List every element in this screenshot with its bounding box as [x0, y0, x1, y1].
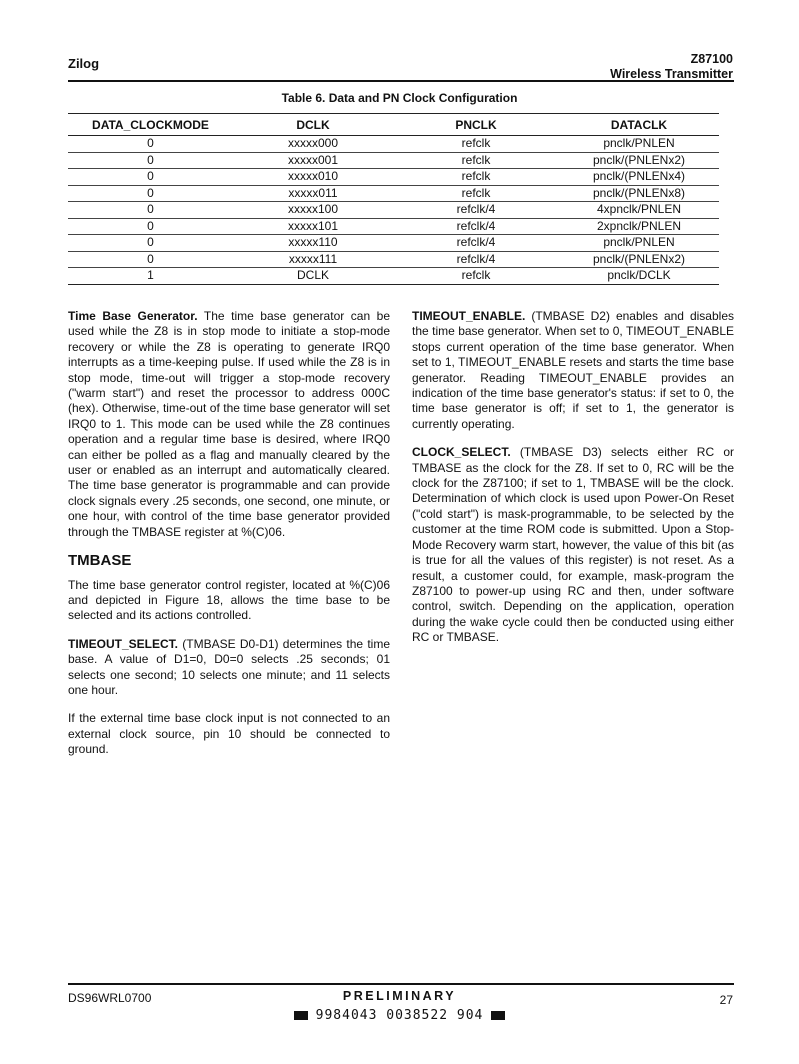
barcode-text: 9984043 0038522 904: [315, 1008, 484, 1023]
paragraph-timeout-select: [68, 637, 390, 699]
table-cell: 0: [68, 169, 233, 186]
table-row: [68, 218, 719, 235]
table-row: [68, 152, 719, 169]
paragraph-timeout-enable: [412, 309, 734, 432]
company-name: Zilog: [68, 56, 100, 71]
table-cell: 1: [68, 268, 233, 285]
table-cell: pnclk/(PNLENx2): [559, 251, 719, 268]
table-header-row: [68, 114, 719, 136]
paragraph-clock-select: [412, 445, 734, 645]
table-cell: refclk/4: [393, 235, 559, 252]
product-name: Wireless Transmitter: [610, 67, 733, 81]
preliminary-label: PRELIMINARY: [342, 989, 457, 1003]
table-cell: xxxxx011: [233, 185, 393, 202]
table-row: [68, 235, 719, 252]
table-cell: pnclk/PNLEN: [559, 235, 719, 252]
paragraph-external-clock: If the external time base clock input is not connected to an external clock source, pin 10 should be connected to ground.: [68, 711, 390, 757]
document-id: DS96WRL0700: [68, 991, 152, 1005]
barcode-block-left: [294, 1011, 308, 1020]
table-cell: refclk: [393, 268, 559, 285]
col-header-pnclk: PNCLK: [393, 114, 559, 136]
table-cell: 0: [68, 136, 233, 153]
table-row: [68, 268, 719, 285]
table-cell: refclk: [393, 152, 559, 169]
table-caption: Table 6. Data and PN Clock Configuration: [281, 91, 518, 105]
table-cell: 0: [68, 218, 233, 235]
col-header-dclk: DCLK: [233, 114, 393, 136]
table-cell: xxxxx010: [233, 169, 393, 186]
table-cell: 2xpnclk/PNLEN: [559, 218, 719, 235]
table-cell: pnclk/(PNLENx8): [559, 185, 719, 202]
run-in-heading: CLOCK_SELECT.: [412, 445, 511, 460]
table-cell: pnclk/(PNLENx4): [559, 169, 719, 186]
col-header-dataclk: DATACLK: [559, 114, 719, 136]
run-in-heading: TIMEOUT_ENABLE.: [412, 309, 526, 323]
paragraph-body: The time base generator can be used while the Z8 is in stop mode to initiate a stop-mode recovery or while the Z8 is operating to generate IRQ0 interrupts as a time-keeping pulse. If used while the Z8 is in stop mode, time-out will trigger a stop-mode recovery ("warm start") and reset the processor to address 000C (hex). Otherwise, time-out of the time base generator will set IRQ0 to 1. This mode can be used while the Z8 continues operation and a regular time base is desired, where IRQ0 can either be polled as a flag and manually cleared by the user or enabled as an interrupt and automatically cleared. The time base generator is programmable and can provide clock signals every .25 seconds, one second, one minute, or one hour, with control of the time base generator provided through the TMBASE register at %(C)06.: [68, 309, 390, 539]
table-cell: DCLK: [233, 268, 393, 285]
table-row: [68, 251, 719, 268]
table-row: [68, 202, 719, 219]
table-cell: refclk/4: [393, 218, 559, 235]
run-in-heading: Time Base Generator.: [68, 309, 198, 323]
right-column: [412, 309, 734, 659]
clock-config-table: [68, 113, 719, 285]
header-rule: [68, 80, 734, 82]
left-column: [68, 309, 390, 771]
table-cell: 0: [68, 251, 233, 268]
table-cell: 0: [68, 185, 233, 202]
col-header-data-clockmode: DATA_CLOCKMODE: [68, 114, 233, 136]
table-cell: xxxxx110: [233, 235, 393, 252]
table-cell: pnclk/PNLEN: [559, 136, 719, 153]
table-cell: refclk/4: [393, 251, 559, 268]
table-cell: refclk/4: [393, 202, 559, 219]
table-cell: 0: [68, 152, 233, 169]
paragraph-body: (TMBASE D0-D1) determines the time base. A value of D1=0, D0=0 selects .25 seconds; 01 selects one second; 10 selects one minute; and 11 selects one hour.: [68, 636, 390, 697]
table-cell: xxxxx001: [233, 152, 393, 169]
table-cell: 0: [68, 235, 233, 252]
paragraph-time-base-generator: [68, 309, 390, 540]
table-cell: xxxxx101: [233, 218, 393, 235]
table-cell: xxxxx111: [233, 251, 393, 268]
barcode-block-right: [491, 1011, 505, 1020]
paragraph-body: (TMBASE D2) enables and disables the time base generator. When set to 0, TIMEOUT_ENABLE stops current operation of the time base generator. When set to 1, TIMEOUT_ENABLE resets and starts the time base generator. Reading TIMEOUT_ENABLE provides an indication of the time base generator's status: if set to 0, the time base generator is off; if set to 1, the generator is currently operating.: [412, 309, 734, 431]
run-in-heading: TIMEOUT_SELECT.: [68, 636, 179, 651]
part-number: Z87100: [690, 52, 733, 66]
footer-rule: [68, 983, 734, 985]
page-number: 27: [719, 993, 733, 1007]
table-cell: xxxxx000: [233, 136, 393, 153]
table-cell: 0: [68, 202, 233, 219]
table-row: [68, 136, 719, 153]
paragraph-tmbase-intro: The time base generator control register, located at %(C)06 and depicted in Figure 18, allows the time base to be selected and its actions controlled.: [68, 577, 390, 623]
table-cell: 4xpnclk/PNLEN: [559, 202, 719, 219]
table-cell: xxxxx100: [233, 202, 393, 219]
table-cell: refclk: [393, 136, 559, 153]
table-row: [68, 169, 719, 186]
table-cell: pnclk/(PNLENx2): [559, 152, 719, 169]
section-heading-tmbase: TMBASE: [68, 552, 132, 570]
product-header: [610, 52, 733, 82]
table-cell: refclk: [393, 169, 559, 186]
barcode-line: [0, 1008, 799, 1023]
table-cell: refclk: [393, 185, 559, 202]
table-cell: pnclk/DCLK: [559, 268, 719, 285]
paragraph-body: (TMBASE D3) selects either RC or TMBASE as the clock for the Z8. If set to 0, RC will be the clock for the Z87100; if set to 1, TMBASE will be the clock. Determination of which clock is used upon Power-On Reset ("cold start") is mask-programmable, to be selected by the customer at the time ROM code is submitted. Upon a Stop-Mode Recovery warm start, however, the value of this bit (as is true for all the values of this register) is not reset. As a result, a customer could, for example, mask-program the Z87100 to power-up using RC and then, under software control, switch. Depending on the application, operation during the wake cycle could then be conducted using either RC or TMBASE.: [412, 445, 734, 645]
table-row: [68, 185, 719, 202]
